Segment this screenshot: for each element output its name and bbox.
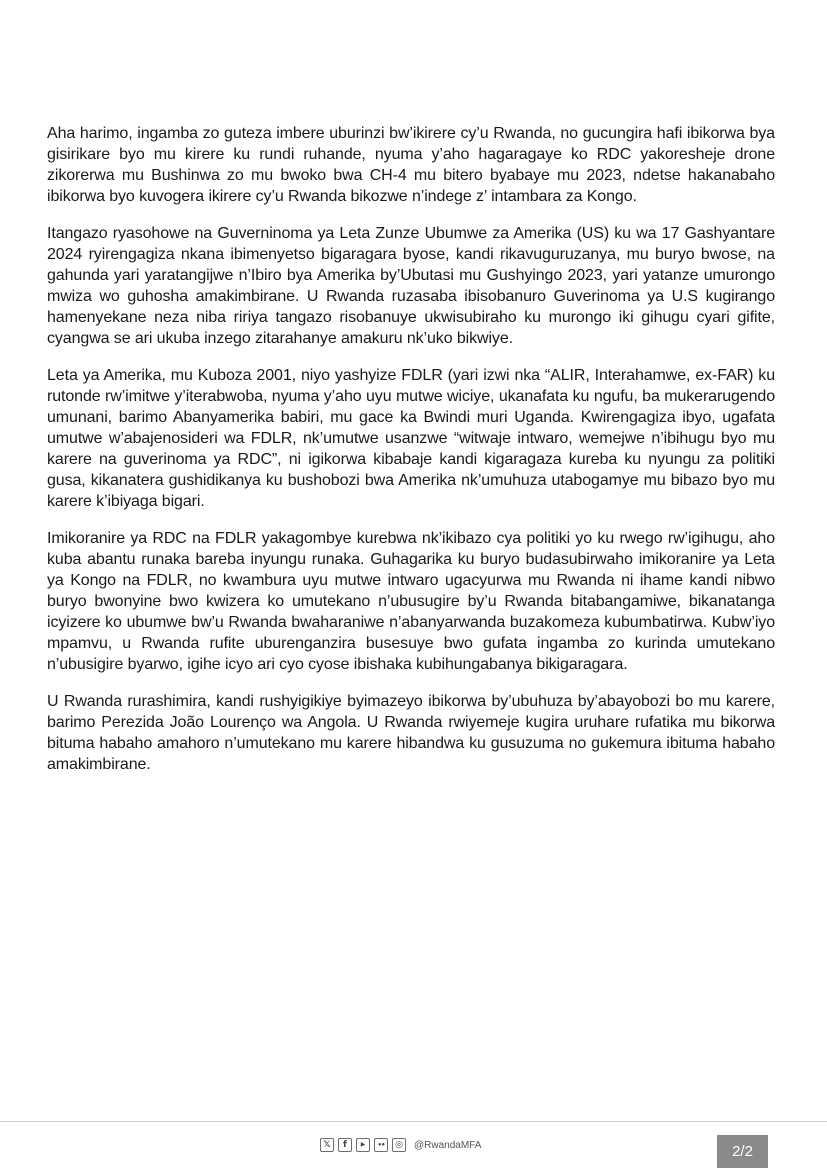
paragraph-5: U Rwanda rurashimira, kandi rushyigikiye byimazeyo ibikorwa by’ubuhuza by’abayobozi bo mu karere, barimo Perezida João Lourenço wa Angola. U Rwanda rwiyemeje kugira uruhare rufatika mu bikorwa bituma habaho amahoro n’umutekano mu karere hibandwa ku gusuzuma no gukemura ibituma habaho amakimbirane. [47,693,775,773]
youtube-icon: ▶ [356,1138,370,1152]
document-body [47,123,775,791]
instagram-icon: ◎ [392,1138,406,1152]
paragraph-2: Itangazo ryasohowe na Guverninoma ya Leta Zunze Ubumwe za Amerika (US) ku wa 17 Gashyantare 2024 ryirengagiza nkana ibimenyetso bigaragara byose, kandi rikavuguruzanya, mu buryo bwose, na gahunda yari yaratangijwe n’Ibiro bya Amerika by’Ubutasi mu Gushyingo 2023, yari yatanze umurongo mwiza wo guhosha amakimbirane. U Rwanda ruzasaba ibisobanuro Guverinoma ya U.S kugirango hamenyekane neza niba ririya tangazo risobanuye ukwisubiraho ku murongo iki gihugu cyari gifite, cyangwa se ari ukuba inzego zitarahanye amakuru nk’uko bikwiye. [47,225,775,347]
social-handle: @RwandaMFA [414,1139,482,1151]
footer-divider [0,1121,827,1122]
paragraph-3: Leta ya Amerika, mu Kuboza 2001, niyo yashyize FDLR (yari izwi nka “ALIR, Interahamwe, ex-FAR) ku rutonde rw’imitwe y’iterabwoba, nyuma y’aho uyu mutwe wiciye, ukanafata ku ngufu, ba mukerarugendo umunani, barimo Abanyamerika babiri, mu gace ka Bwindi muri Uganda. Kwirengagiza ibyo, ugafata umutwe w’abajenosideri wa FDLR, nk’umutwe usanzwe “witwaje intwaro, wemejwe n’ibihugu byo mu karere na guverinoma ya RDC”, ni igikorwa kibabaje kandi kigaragaza kureba ku nyungu za politiki gusa, kikanatera gushidikanya ku bushobozi bwa Amerika nk’umuhuza utabogamye mu bibazo byo mu karere k’ibiyaga bigari. [47,367,775,510]
facebook-icon: f [338,1138,352,1152]
paragraph-1: Aha harimo, ingamba zo guteza imbere uburinzi bw’ikirere cy’u Rwanda, no gucungira hafi ibikorwa bya gisirikare byo mu kirere ku rundi ruhande, nyuma y’aho hagaragaye ko RDC yakoresheje drone zikorerwa mu Bushinwa zo mu bwoko bwa CH-4 mu bitero byabaye mu 2023, ndetse hakanabaho ibikorwa byo kuvogera ikirere cy’u Rwanda bikozwe n’indege z’ intambara za Kongo. [47,125,775,205]
page-number: 2/2 [717,1135,768,1168]
flickr-icon: •• [374,1138,388,1152]
paragraph-4: Imikoranire ya RDC na FDLR yakagombye kurebwa nk’ikibazo cya politiki yo ku rwego rw’igihugu, aho kuba abantu runaka bareba inyungu runaka. Guhagarika ku buryo budasubirwaho imikoranire ya Leta ya Kongo na FDLR, no kwambura uyu mutwe intwaro ugacyurwa mu Rwanda ni ihame kandi nibwo buryo bwonyine bwo kwizera ko umutekano n’ubusugire by’u Rwanda bitabangamiwe, bikanatanga icyizere ko ubumwe bw’u Rwanda bwaharaniwe n’abanyarwanda buzakomeza kubumbatirwa. Kubw’iyo mpamvu, u Rwanda rufite uburenganzira busesuye bwo gufata ingamba zo kurinda umutekano n’ubusigire byarwo, igihe icyo ari cyo cyose ibishaka kubihungabanya bikigaragara. [47,530,775,673]
x-icon: 𝕏 [320,1138,334,1152]
social-links [320,1137,481,1153]
